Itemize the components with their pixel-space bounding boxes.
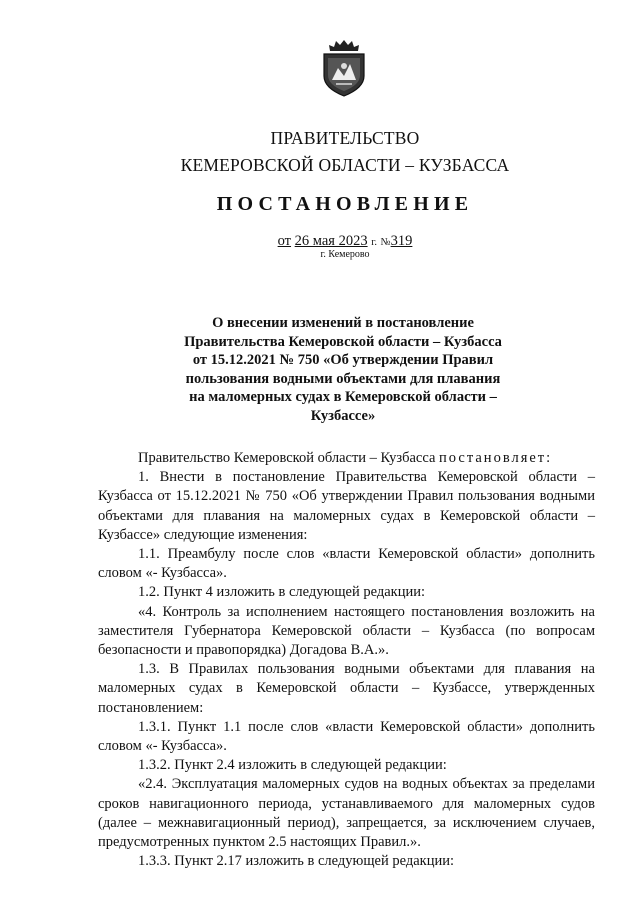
paragraph-1-2-quote: «4. Контроль за исполнением настоящего постановления возложить на заместителя Губернатора Кемеровской области – Кузбасса (по вопросам безопасности и правопорядка) Догадова В.А.». [98, 603, 595, 659]
subject-line: Правительства Кемеровской области – Кузбасса [184, 333, 502, 350]
intro-paragraph [98, 449, 595, 468]
paragraph-1-2: 1.2. Пункт 4 изложить в следующей редакции: [138, 584, 426, 601]
intro-text: Правительство Кемеровской области – Кузбасса [138, 450, 436, 466]
subject-line: пользования водными объектами для плавания [185, 370, 501, 387]
city-label: г. Кемерово [320, 249, 370, 260]
subject-line: О внесении изменений в постановление [212, 315, 474, 331]
coat-of-arms-emblem [318, 38, 370, 98]
document-subject [168, 314, 518, 426]
number-sign: № [380, 237, 391, 248]
subject-line: на маломерных судах в Кемеровской области – [189, 389, 497, 406]
document-date: 26 мая 2023 [294, 233, 368, 249]
document-number: 319 [390, 233, 413, 249]
paragraph-1-3-3: 1.3.3. Пункт 2.17 изложить в следующей редакции: [138, 853, 455, 870]
paragraph-1-3: 1.3. В Правилах пользования водными объектами для плавания на маломерных судах в Кемеровской области – Кузбассе, утвержденных постановлением: [98, 661, 595, 716]
paragraph-1: 1. Внести в постановление Правительства Кемеровской области – Кузбасса от 15.12.2021 № 750 «Об утверждении Правил пользования водными объектами для плавания на маломерных судах в Кемеровской области – Кузбассе» следующие изменения: [98, 469, 595, 543]
paragraph-1-1: 1.1. Преамбулу после слов «власти Кемеровской области» дополнить словом «- Кузбасса». [98, 546, 595, 582]
paragraph-1-3-1: 1.3.1. Пункт 1.1 после слов «власти Кемеровской области» дополнить словом «- Кузбасса». [98, 718, 595, 755]
document-type-title: ПОСТАНОВЛЕНИЕ [216, 193, 474, 215]
paragraph-1-3-2: 1.3.2. Пункт 2.4 изложить в следующей редакции: [138, 757, 447, 774]
intro-verb: постановляет: [439, 450, 553, 466]
date-prefix: от [277, 233, 292, 249]
year-suffix: г. [371, 237, 377, 248]
government-name-line1: ПРАВИТЕЛЬСТВО [270, 128, 420, 148]
subject-line: от 15.12.2021 № 750 «Об утверждении Правил [192, 352, 494, 369]
document-body [98, 449, 595, 871]
government-name-line2: КЕМЕРОВСКОЙ ОБЛАСТИ – КУЗБАССА [180, 155, 510, 175]
paragraph-1-3-2-quote: «2.4. Эксплуатация маломерных судов на водных объектах за пределами сроков навигационного периода, устанавливаемого для маломерных судов (далее – межнавигационный период), запрещается, за исключением случаев, предусмотренных пунктом 2.5 настоящих Правил.». [98, 776, 595, 851]
document-date-number [0, 233, 640, 250]
subject-line: Кузбассе» [310, 407, 376, 424]
